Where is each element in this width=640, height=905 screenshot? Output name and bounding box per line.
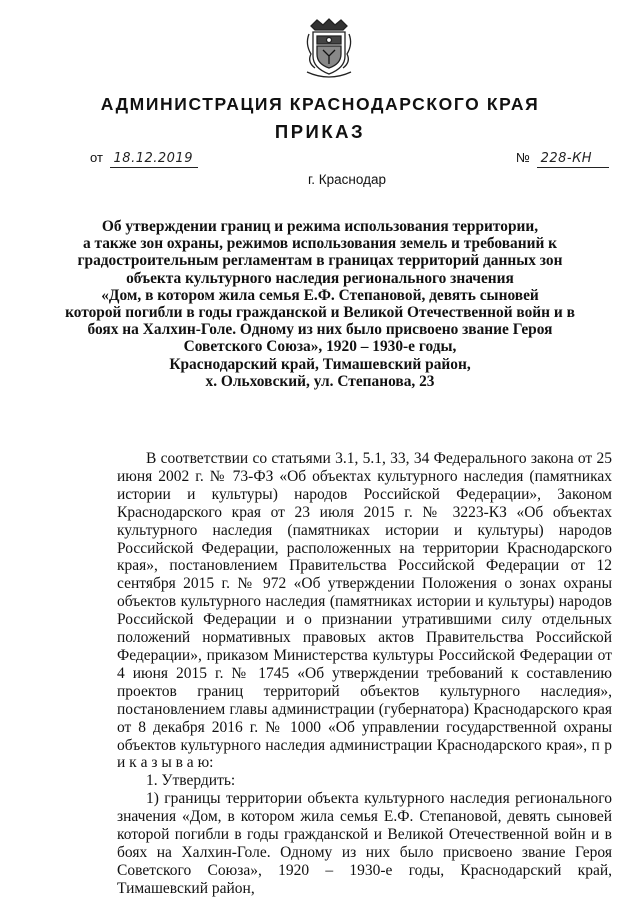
date-value: 18.12.2019 bbox=[110, 151, 198, 168]
title-line: «Дом, в котором жила семья Е.Ф. Степановой, девять сыновей bbox=[101, 286, 539, 304]
date-label: от bbox=[90, 150, 103, 165]
order-title bbox=[60, 218, 580, 390]
number-value: 228-КН bbox=[537, 151, 609, 168]
title-line: боях на Халхин-Голе. Одному из них было присвоено звание Героя bbox=[87, 321, 553, 339]
title-line: Об утверждении границ и режима использования территории, bbox=[101, 218, 539, 235]
order-date bbox=[90, 150, 198, 168]
city: г. Краснодар bbox=[308, 172, 386, 187]
item-1: 1. Утвердить: bbox=[146, 772, 236, 790]
title-line: градостроительным регламентам в границах территорий данных зон bbox=[77, 252, 563, 270]
krasnodar-coat-of-arms-icon bbox=[303, 16, 355, 80]
preamble-paragraph: В соответствии со статьями 3.1, 5.1, 33, 34 Федерального закона от 25 июня 2002 г. № 73-ФЗ «Об объектах культурного наследия (памятниках истории и культуры) народов Российской Федерации», Законом Краснодарского края от 23 июля 2015 г. № 3223-КЗ «Об объектах культурного наследия (памятниках истории и культуры) народов Российской Федерации, расположенных на территории Краснодарского края», постановлением Правительства Российской Федерации от 12 сентября 2015 г. № 972 «Об утверждении Положения о зонах охраны объектов культурного наследия (памятниках истории и культуры) народов Российской Федерации и о признании утратившими силу отдельных положений нормативных правовых актов Правительства Российской Федерации», приказом Министерства культуры Российской Федерации от 4 июня 2015 г. № 1745 «Об утверждении требований к составлению проектов границ территорий объектов культурного наследия», постановлением главы администрации (губернатора) Краснодарского края от 8 декабря 2016 г. № 1000 «Об управлении государственной охраны объектов культурного наследия администрации Краснодарского края», п р и к а з ы в а ю: bbox=[117, 450, 612, 772]
order-number bbox=[516, 150, 609, 168]
order-body bbox=[117, 450, 612, 898]
item-1-1: 1) границы территории объекта культурного наследия регионального значения «Дом, в котором жила семья Е.Ф. Степановой, девять сыновей которой погибли в годы гражданской и Великой Отечественной войн и в боях на Халхин-Голе. Одному из них было присвоено звание Героя Советского Союза», 1920 – 1930-е годы, Краснодарский край, Тимашевский район, bbox=[117, 790, 612, 897]
title-line: объекта культурного наследия регионального значения bbox=[126, 269, 514, 287]
title-line: которой погибли в годы гражданской и Великой Отечественной войн и в bbox=[65, 304, 575, 322]
title-line: а также зон охраны, режимов использования земель и требований к bbox=[82, 235, 558, 253]
number-label: № bbox=[516, 150, 530, 165]
title-line: Краснодарский край, Тимашевский район, bbox=[169, 355, 471, 373]
title-line: х. Ольховский, ул. Степанова, 23 bbox=[205, 372, 435, 390]
document-type: ПРИКАЗ bbox=[274, 121, 366, 142]
issuing-authority: АДМИНИСТРАЦИЯ КРАСНОДАРСКОГО КРАЯ bbox=[100, 94, 540, 114]
title-line: Советского Союза», 1920 – 1930-е годы, bbox=[183, 338, 457, 356]
